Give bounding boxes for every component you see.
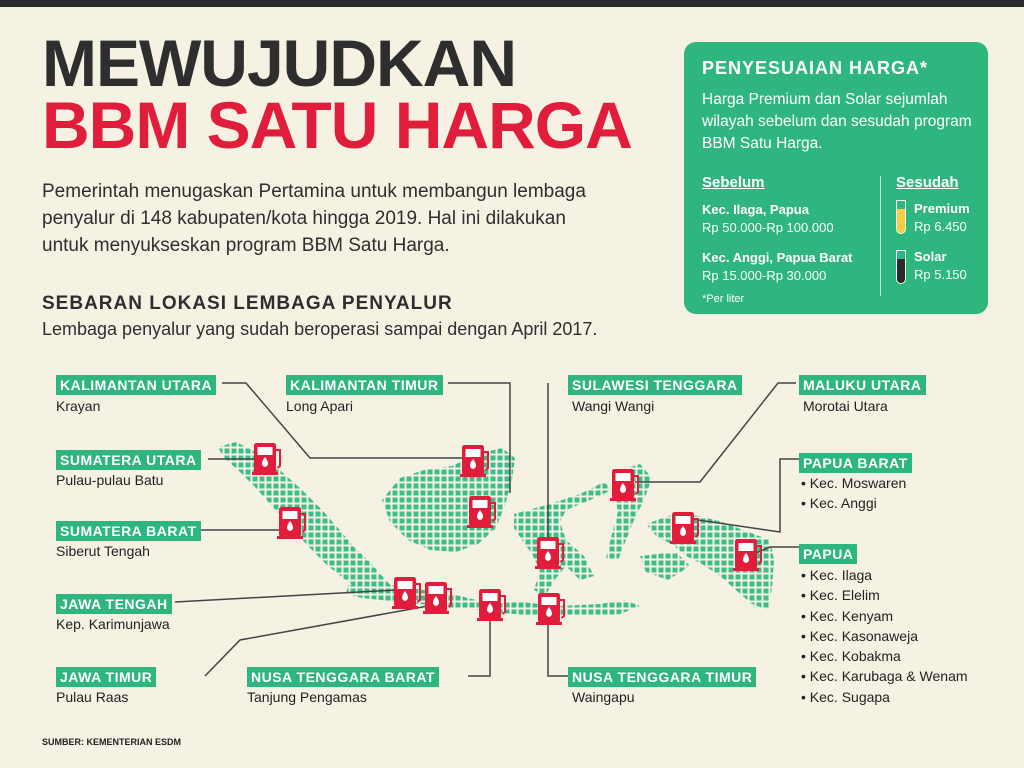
list-item: • Kec. Anggi xyxy=(801,493,906,513)
fuel-pump-icon xyxy=(392,577,420,609)
list-item: • Kec. Sugapa xyxy=(801,687,968,707)
price-box-description: Harga Premium dan Solar sejumlah wilayah sebelum dan sesudah program BBM Satu Harga. xyxy=(702,91,972,152)
label-nusa-tenggara-timur: NUSA TENGGARA TIMUR xyxy=(568,667,756,687)
label-kalimantan-utara: KALIMANTAN UTARA xyxy=(56,375,216,395)
price-note: *Per liter xyxy=(702,293,745,305)
label-sumatera-barat: SUMATERA BARAT xyxy=(56,521,201,541)
fuel-pump-icon xyxy=(610,469,638,501)
fuel-pump-icon xyxy=(733,539,761,571)
list-item: • Kec. Moswaren xyxy=(801,473,906,493)
fuel-pump-icon xyxy=(536,593,564,625)
premium-price: Rp 6.450 xyxy=(914,219,967,234)
location-krayan: Krayan xyxy=(56,398,101,414)
fuel-pump-icon xyxy=(252,443,280,475)
maluku-south-islands xyxy=(640,552,690,580)
solar-label: Solar xyxy=(914,249,947,264)
location-waingapu: Waingapu xyxy=(572,689,635,705)
before-location-2: Kec. Anggi, Papua Barat xyxy=(702,250,853,265)
premium-label: Premium xyxy=(914,201,970,216)
section-subheading: Lembaga penyalur yang sudah beroperasi sampai dengan April 2017. xyxy=(42,319,598,339)
label-maluku-utara: MALUKU UTARA xyxy=(799,375,926,395)
location-morotai-utara: Morotai Utara xyxy=(803,398,888,414)
label-papua-barat: PAPUA BARAT xyxy=(799,453,912,473)
label-jawa-tengah: JAWA TENGAH xyxy=(56,594,172,614)
papua-locations xyxy=(801,565,968,707)
fuel-pump-icon xyxy=(460,445,488,477)
location-pulau-pulau-batu: Pulau-pulau Batu xyxy=(56,472,164,488)
label-kalimantan-timur: KALIMANTAN TIMUR xyxy=(286,375,443,395)
label-sumatera-utara: SUMATERA UTARA xyxy=(56,450,201,470)
location-long-apari: Long Apari xyxy=(286,398,353,414)
label-jawa-timur: JAWA TIMUR xyxy=(56,667,156,687)
location-siberut-tengah: Siberut Tengah xyxy=(56,543,150,559)
list-item: • Kec. Karubaga & Wenam xyxy=(801,666,968,686)
fuel-pump-icon xyxy=(423,582,451,614)
fuel-pump-icon xyxy=(670,512,698,544)
location-wangi-wangi: Wangi Wangi xyxy=(572,398,655,414)
title-line-1: MEWUJUDKAN xyxy=(42,26,516,100)
price-box-title: PENYESUAIAN HARGA* xyxy=(702,58,929,78)
fuel-pump-icon xyxy=(277,507,305,539)
label-nusa-tenggara-barat: NUSA TENGGARA BARAT xyxy=(247,667,439,687)
papua-barat-locations xyxy=(801,473,906,514)
location-tanjung-pengamas: Tanjung Pengamas xyxy=(247,689,367,705)
before-range-2: Rp 15.000-Rp 30.000 xyxy=(702,268,827,283)
source-credit: SUMBER: KEMENTERIAN ESDM xyxy=(42,737,182,747)
label-sulawesi-tenggara: SULAWESI TENGGARA xyxy=(568,375,742,395)
section-heading: SEBARAN LOKASI LEMBAGA PENYALUR xyxy=(42,293,453,314)
sumatra-island xyxy=(218,442,396,600)
location-kep-karimunjawa: Kep. Karimunjawa xyxy=(56,616,170,632)
before-heading: Sebelum xyxy=(702,174,765,191)
after-heading: Sesudah xyxy=(896,174,959,191)
solar-price: Rp 5.150 xyxy=(914,267,967,282)
fuel-pump-icon xyxy=(467,496,495,528)
list-item: • Kec. Elelim xyxy=(801,585,968,605)
list-item: • Kec. Kenyam xyxy=(801,606,968,626)
location-pulau-raas: Pulau Raas xyxy=(56,689,129,705)
list-item: • Kec. Kasonaweja xyxy=(801,626,968,646)
list-item: • Kec. Kobakma xyxy=(801,646,968,666)
fuel-pump-icon xyxy=(535,537,563,569)
fuel-pump-icon xyxy=(477,589,505,621)
sulawesi-island xyxy=(514,482,612,596)
list-item: • Kec. Ilaga xyxy=(801,565,968,585)
title-line-2: BBM SATU HARGA xyxy=(42,88,632,162)
kalimantan-island xyxy=(382,448,515,552)
before-location-1: Kec. Ilaga, Papua xyxy=(702,202,809,217)
label-papua: PAPUA xyxy=(799,544,857,564)
before-range-1: Rp 50.000-Rp 100.000 xyxy=(702,220,834,235)
intro-text: Pemerintah menugaskan Pertamina untuk membangun lembaga penyalur di 148 kabupaten/kota hingga 2019. Hal ini dilakukan untuk menyukseskan program BBM Satu Harga. xyxy=(42,181,586,256)
